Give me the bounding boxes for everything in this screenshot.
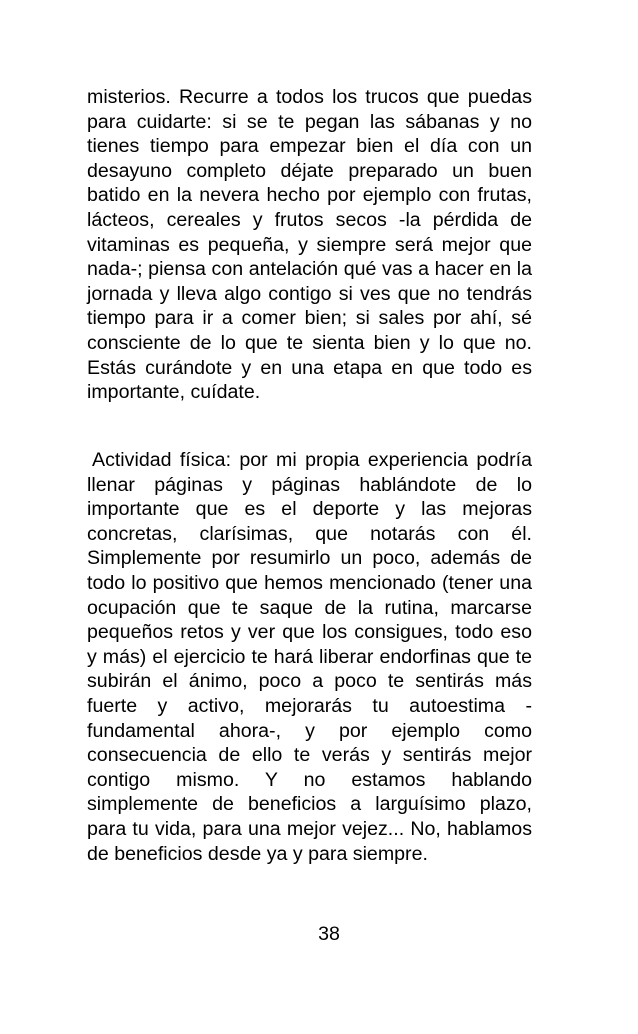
- paragraph-2: [87, 448, 532, 866]
- paragraph-1: misterios. Recurre a todos los trucos que puedas para cuidarte: si se te pegan las sábanas y no tienes tiempo para empezar bien el día con un desayuno completo déjate preparado un buen batido en la nevera hecho por ejemplo con frutas, lácteos, cereales y frutos secos -la pérdida de vitaminas es pequeña, y siempre será mejor que nada-; piensa con antelación qué vas a hacer en la jornada y lleva algo contigo si ves que no tendrás tiempo para ir a comer bien; si sales por ahí, sé consciente de lo que te sienta bien y lo que no. Estás curándote y en una etapa en que todo es importante, cuídate.: [87, 86, 532, 404]
- paragraph-2-text: Actividad física: por mi propia experiencia podría llenar páginas y páginas hablándote de lo importante que es el deporte y las mejoras concretas, clarísimas, que notarás con él. Simplemente por resumirlo un poco, además de todo lo positivo que hemos mencionado (tener una ocupación que te saque de la rutina, marcarse pequeños retos y ver que los consigues, todo eso y más) el ejercicio te hará liberar endorfinas que te subirán el ánimo, poco a poco te sentirás más fuerte y activo, mejorarás tu autoestima -fundamental ahora-, y por ejemplo como consecuencia de ello te verás y sentirás mejor contigo mismo. Y no estamos hablando simplemente de beneficios a larguísimo plazo, para tu vida, para una mejor vejez... No, hablamos de beneficios desde ya y para siempre.: [87, 449, 532, 865]
- page-number: 38: [318, 923, 340, 945]
